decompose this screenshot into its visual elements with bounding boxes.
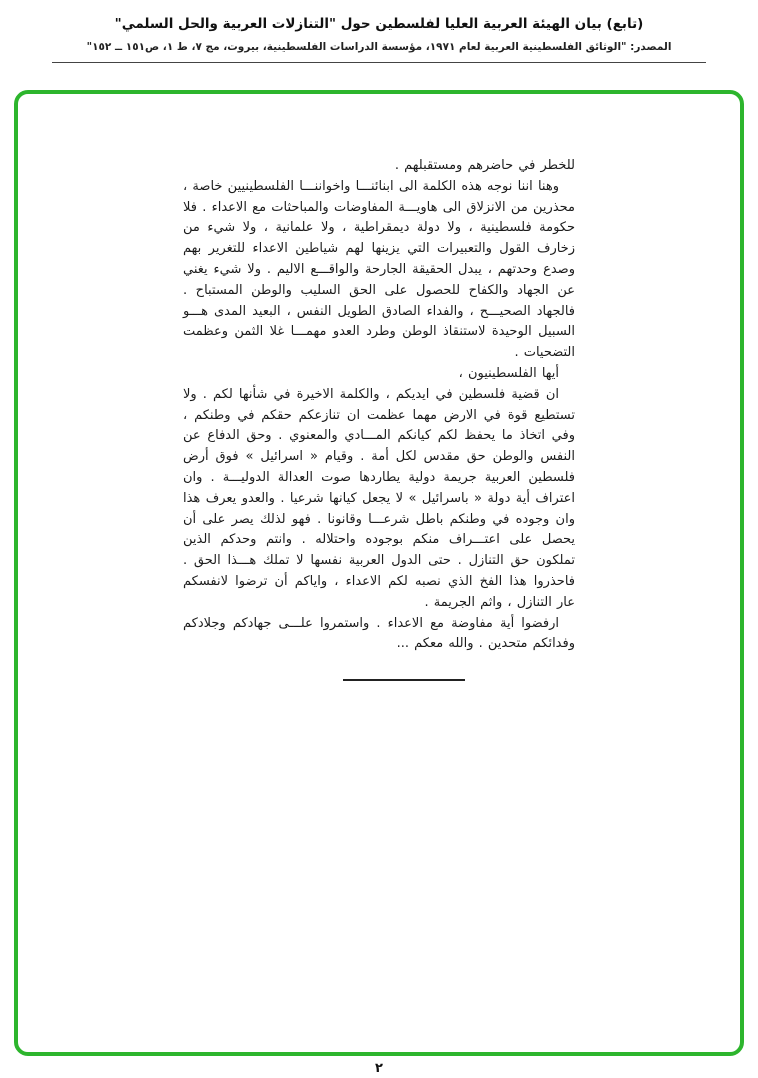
paragraph-closing: ارفضوا أية مفاوضة مع الاعداء . واستمروا علـــى جهادكم وجلادكم وفدائكم متحدين . والله معكم ...	[183, 615, 575, 652]
end-divider	[343, 679, 465, 681]
page-frame	[14, 90, 744, 1056]
document-source: المصدر: "الوثائق الفلسطينية العربية لعام ١٩٧١، مؤسسة الدراسات الفلسطينية، بيروت، مج ٧، ط ١، ص١٥١ ــ ١٥٢"	[86, 41, 672, 53]
body-text-column	[183, 156, 575, 681]
paragraph-address: أيها الفلسطينيون ،	[458, 365, 559, 381]
header-divider	[52, 62, 706, 63]
document-header	[0, 0, 758, 63]
page-number: ٢	[375, 1061, 383, 1076]
paragraph: ان قضية فلسطين في ايديكم ، والكلمة الاخيرة في شأنها لكم . ولا تستطيع قوة في الارض مهما عظمت ان تنازعكم حقكم في وطنكم ، وفي اتخاذ ما يحفظ لكم كيانكم المـــادي والمعنوي . وحق الدفاع عن النفس والوطن حق مقدس لكل أمة . وقيام « اسرائيل » فوق أرض فلسطين العربية جريمة دولية يطاردها صوت العدالة الدوليـــة . وان اعتراف أية دولة « باسرائيل » لا يجعل كيانها شرعيا . والعدو يعرف هذا وان وجوده في وطنكم باطل شرعـــا وقانونا . فهو لذلك يصر على أن يحصل على اعتـــراف منكم بوجوده واحتلاله . وانتم وحدكم الذين تملكون حق التنازل . حتى الدول العربية نفسها لا تملك هـــذا الحق . فاحذروا هذا الفخ الذي نصبه لكم الاعداء ، واياكم أن ترضوا لانفسكم عار التنازل ، واثم الجريمة .	[183, 386, 575, 610]
document-title: (تابع) بيان الهيئة العربية العليا لفلسطين حول "التنازلات العربية والحل السلمي"	[114, 16, 644, 32]
paragraph-continuation: للخطر في حاضرهم ومستقبلهم .	[394, 158, 575, 173]
paragraph: وهنا اننا نوجه هذه الكلمة الى ابنائنـــا واخواننـــا الفلسطينيين خاصة ، محذرين من الانزلاق الى هاويـــة المفاوضات والمباحثات مع الاعداء . فلا حكومة فلسطينية ، ولا دولة ديمقراطية ، ولا علمانية ، ولا شيء من زخارف القول والتعبيرات التي يزينها لهم شياطين الاعداء للتغرير بهم وصدع وحدتهم ، يبدل الحقيقة الجارحة والواقـــع الاليم . ولا شيء يغني عن الجهاد والكفاح للحصول على الحق السليب والوطن المستباح . فالجهاد الصحيـــح ، والفداء الصادق الطويل النفس ، البعيد المدى هـــو السبيل الوحيدة لاستنقاذ الوطن وطرد العدو مهمـــا غلا الثمن وعظمت التضحيات .	[183, 178, 575, 361]
